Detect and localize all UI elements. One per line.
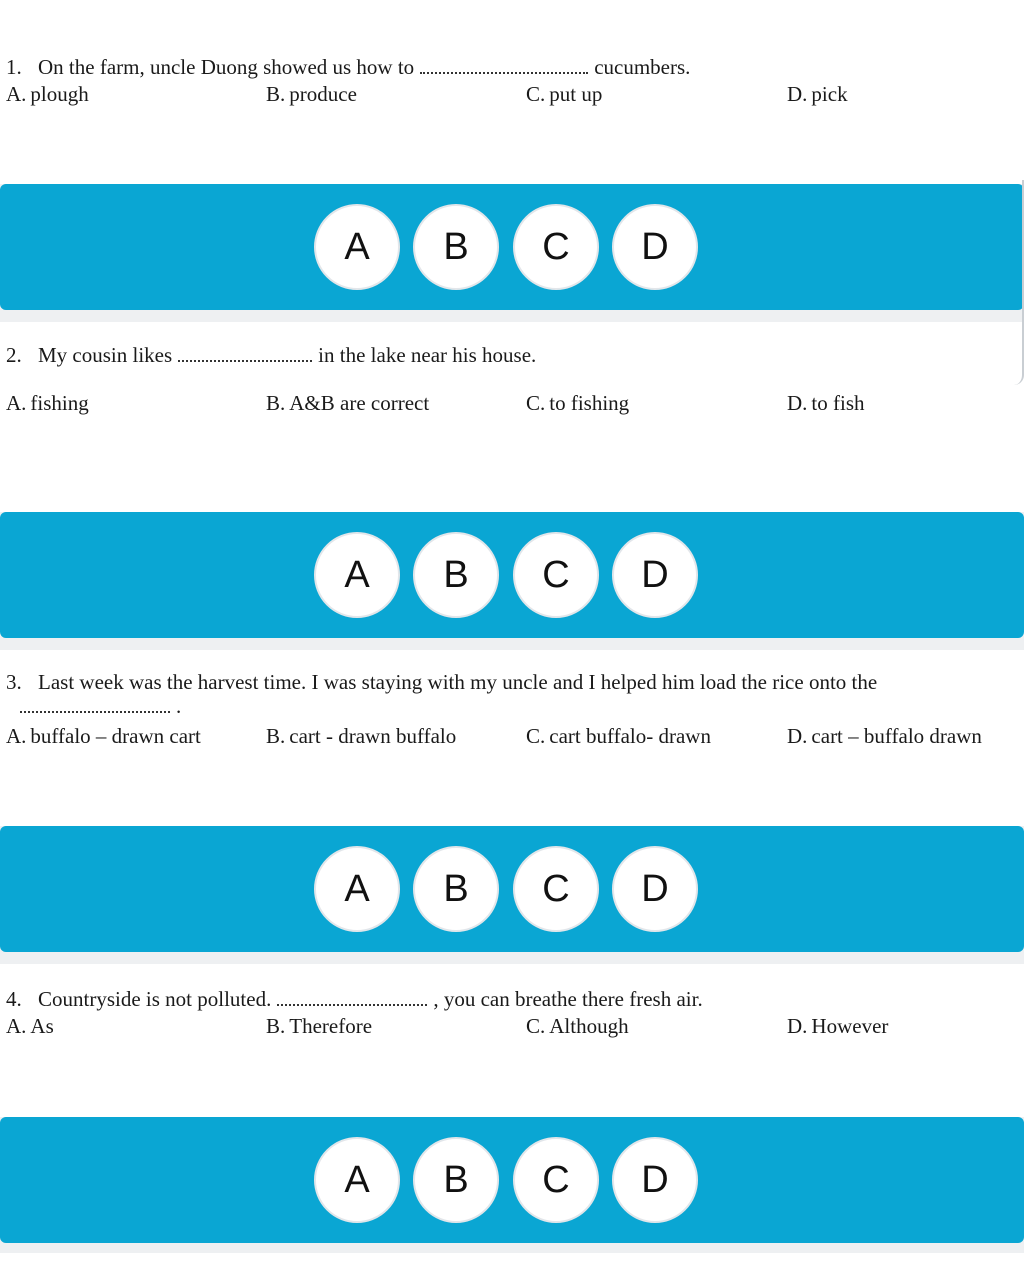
question-card-1: [0, 0, 1024, 184]
answer-blank: [178, 346, 312, 362]
question-stem-end: cucumbers.: [594, 55, 691, 79]
options-row: [0, 724, 1024, 752]
question-card-3: [0, 650, 1024, 826]
options-row: [0, 82, 1024, 110]
options-row: [0, 391, 1024, 419]
answer-button-b[interactable]: B: [413, 204, 499, 290]
option-d: D. cart – buffalo drawn: [787, 724, 982, 748]
answer-button-b[interactable]: B: [413, 1137, 499, 1223]
question-text: [6, 670, 877, 695]
answer-button-c[interactable]: C: [513, 204, 599, 290]
option-d: D. to fish: [787, 391, 865, 415]
option-c: C. put up: [526, 82, 603, 106]
answer-button-c[interactable]: C: [513, 532, 599, 618]
option-b: B. Therefore: [266, 1014, 373, 1038]
answer-button-a[interactable]: A: [314, 204, 400, 290]
answer-button-c[interactable]: C: [513, 846, 599, 932]
option-b: B. produce: [266, 82, 357, 106]
answer-button-b[interactable]: B: [413, 846, 499, 932]
answer-button-d[interactable]: D: [612, 204, 698, 290]
question-number: 3.: [6, 670, 22, 694]
question-text: [6, 987, 703, 1012]
option-d: D. pick: [787, 82, 848, 106]
question-stem-end: .: [176, 694, 182, 718]
option-d: D. However: [787, 1014, 889, 1038]
answer-bar-4: [0, 1117, 1024, 1243]
answer-button-a[interactable]: A: [314, 846, 400, 932]
answer-blank: [20, 697, 170, 713]
question-stem: My cousin likes: [38, 343, 173, 367]
question-stem-end: in the lake near his house.: [318, 343, 537, 367]
option-a: A. buffalo – drawn cart: [6, 724, 201, 748]
option-b: B. A&B are correct: [266, 391, 430, 415]
answer-button-a[interactable]: A: [314, 1137, 400, 1223]
question-stem: Last week was the harvest time. I was staying with my uncle and I helped him load the rice onto the: [38, 670, 878, 694]
question-stem: Countryside is not polluted.: [38, 987, 272, 1011]
next-question-card: [0, 1253, 1024, 1280]
answer-button-d[interactable]: D: [612, 846, 698, 932]
question-number: 4.: [6, 987, 22, 1011]
answer-bar-3: [0, 826, 1024, 952]
answer-bar-1: [0, 184, 1024, 310]
options-row: [0, 1014, 1024, 1042]
scrollbar[interactable]: [1014, 180, 1024, 385]
question-text: [6, 343, 536, 368]
answer-button-a[interactable]: A: [314, 532, 400, 618]
answer-button-d[interactable]: D: [612, 532, 698, 618]
option-a: A. As: [6, 1014, 54, 1038]
question-text-continued: [20, 694, 181, 719]
answer-button-c[interactable]: C: [513, 1137, 599, 1223]
option-a: A. plough: [6, 82, 89, 106]
option-c: C. Although: [526, 1014, 629, 1038]
question-text: [6, 55, 690, 80]
question-card-2: [0, 322, 1024, 512]
option-a: A. fishing: [6, 391, 89, 415]
question-stem-end: , you can breathe there fresh air.: [433, 987, 703, 1011]
answer-blank: [277, 990, 427, 1006]
option-c: C. to fishing: [526, 391, 630, 415]
question-card-4: [0, 964, 1024, 1117]
answer-button-b[interactable]: B: [413, 532, 499, 618]
answer-blank: [420, 58, 588, 74]
question-stem: On the farm, uncle Duong showed us how to: [38, 55, 415, 79]
answer-button-d[interactable]: D: [612, 1137, 698, 1223]
question-number: 1.: [6, 55, 22, 79]
option-b: B. cart - drawn buffalo: [266, 724, 457, 748]
option-c: C. cart buffalo- drawn: [526, 724, 711, 748]
answer-bar-2: [0, 512, 1024, 638]
question-number: 2.: [6, 343, 22, 367]
